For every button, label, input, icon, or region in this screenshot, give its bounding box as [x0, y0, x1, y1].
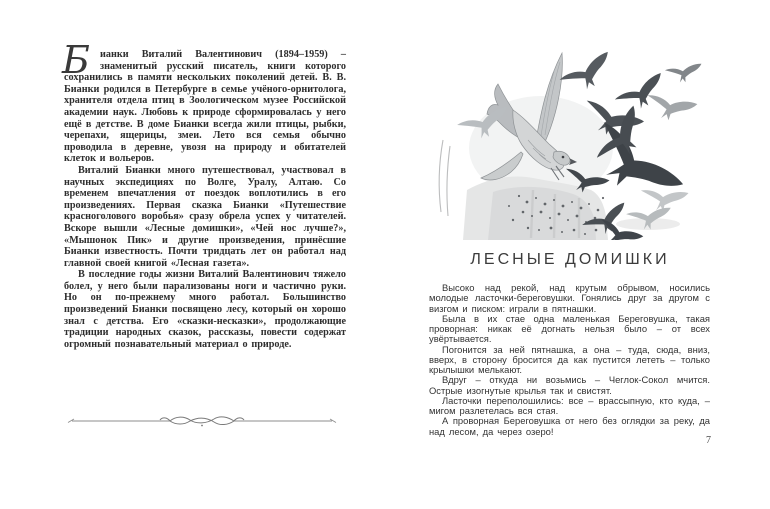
page-number: 7	[706, 435, 711, 446]
story-paragraph-1: Высоко над рекой, над крутым обрывом, носились молодые ласточки-береговушки. Гонялись друг за другом с визгом и писком: играли в пятнашки.	[429, 282, 710, 314]
story-text-block	[429, 283, 710, 437]
falcon-swallows-artwork	[433, 40, 745, 240]
bio-paragraph-1-text: ианки Виталий Валентинович (1894–1959) – знаменитый русский писатель, книги которого сохранились в памяти нескольких поколений детей. В. В. Бианки родился в Петербурге в семье учёного-орнитолога, хранителя отдела птиц в Зоологическом музее Российской академии наук. Любовь к природе сформировалась у него ещё в детстве. В доме Бианки всегда жили птицы, рыбки, черепахи, ящерицы, змеи. Лето вся семья обычно проводила в деревне, увозя на природу и обитателей клеток и вольеров.	[64, 49, 346, 165]
divider-flourish-graphic	[66, 414, 338, 428]
bio-paragraph-2: Виталий Бианки много путешествовал, участвовал в научных экспедициях по Волге, Уралу, Алтаю. Со временем впечатления от поездок воплотились в его произведениях. Первая сказка Бианки «Путешествие красноголового воробья» сразу обрела успех у читателей. Вскоре вышли «Лесные домишки», «Чей нос лучше?», «Мышонок Пик» и другие произведения, принёсшие Бианки известность. Почти тридцать лет он работал над главной своей книгой «Лесная газета».	[64, 164, 346, 269]
section-divider-ornament	[66, 414, 338, 428]
story-paragraph-6: А проворная Береговушка от него без оглядки за реку, да над лесом, да через озеро!	[429, 415, 710, 437]
story-title: ЛЕСНЫЕ ДОМИШКИ	[470, 251, 670, 268]
story-paragraph-3: Погонится за ней пятнашка, а она – туда, сюда, вниз, вверх, в сторону бросится да как пустится лететь – только крылышки мелькают.	[429, 343, 710, 375]
story-paragraph-4: Вдруг – откуда ни возьмись – Чеглок-Сокол мчится. Острые изогнутые крылья так и свистят.	[429, 374, 710, 396]
story-paragraph-2: Была в их стае одна маленькая Береговушка, такая проворная: никак её догнать нельзя было – от всех увёртывается.	[429, 312, 710, 345]
bio-paragraph-1	[62, 38, 346, 165]
biography-text-block	[62, 38, 346, 350]
falcon-swallows-illustration	[433, 40, 745, 240]
story-paragraph-5: Ласточки переполошились: все – врассыпную, кто куда, – мигом разлетелась вся стая.	[429, 394, 710, 416]
drop-cap-letter: Б	[62, 38, 90, 82]
bio-paragraph-3: В последние годы жизни Виталий Валентинович тяжело болел, у него были парализованы ноги и частично руки. Но он по-прежнему много работал. Большинство произведений Бианки посвящено лесу, который он хорошо знал с детства. Его «сказки-несказки», продолжающие традиции народных сказок, рассказы, повести содержат огромный познавательный материал о природе.	[64, 269, 346, 350]
